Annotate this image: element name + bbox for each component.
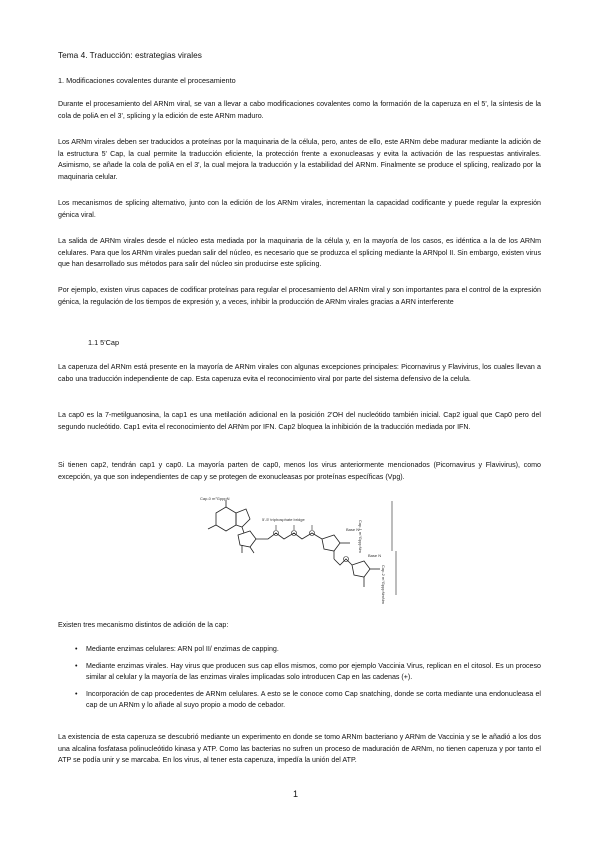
base-label: Base N [368, 553, 382, 558]
cap2-label: Cap-2 m⁷GpppNmNm [381, 565, 386, 605]
cap-structure-diagram [196, 495, 400, 605]
paragraph: La cap0 es la 7-metilguanosina, la cap1 es una metilación adicional en la posición 2'OH del nucleótido también inicial. Cap2 igual que Cap0 pero del segundo nucleótido. Cap1 evita el reconocimiento del ARNm por IFN. Cap2 bloquea la inhibición de la traducción mediada por IFN. [58, 411, 541, 431]
bullet-icon: • [75, 661, 78, 670]
bridge-label: 5'-5' triphosphate bridge [262, 517, 305, 522]
list-item [58, 661, 541, 684]
paragraph: La salida de ARNm virales desde el núcleo esta mediada por la maquinaria de la célula y, en la mayoría de los casos, es idéntica a la de los ARNm celulares. Para que los ARNm virales puedan salir del núcleo, es necesario que se produzca el splicing mediante la ARNpol II. Sin embargo, existen virus que han desarrollado sus métodos para salir del núcleo sin producirse este splicing. [58, 237, 541, 268]
page-number: 1 [293, 789, 299, 799]
paragraph: La caperuza del ARNm está presente en la mayoría de ARNm virales con algunas excepciones principales: Picornavirus y Flavivirus, los cuales llevan a cabo una traducción independiente de cap. Esta caperuza evita el reconocimiento viral por parte del sistema defensivo de la celula. [58, 363, 541, 383]
list-item-text: Mediante enzimas virales. Hay virus que producen sus cap ellos mismos, como por ejemplo Vaccinia Virus, replican en el citosol. Es un proceso similar al celular y la mayoría de las enzimas virales implicadas solo introducen Cap en las cadenas (+). [86, 661, 541, 681]
section-heading: 1. Modificaciones covalentes durante el procesamiento [58, 76, 236, 85]
bullet-icon: • [75, 645, 78, 653]
cap1-label: Cap-1 m⁷GpppNm [358, 520, 363, 553]
list-item-text: Mediante enzimas celulares: ARN pol II/ enzimas de capping. [86, 645, 279, 653]
paragraph: Existen tres mecanismo distintos de adición de la cap: [58, 621, 229, 629]
paragraph: Los ARNm virales deben ser traducidos a proteínas por la maquinaria de la célula, pero, antes de ello, este ARNm debe madurar mediante la adición de la estructura 5' Cap, la cual permite la traducción eficiente, la protección frente a exonucleasas y evita la activación de las respuestas antivirales. Asimismo, se añade la cola de poliA en el 3', la cual mejora la traducción y la estabilidad del ARNm. Finalmente se produce el splicing, realizado por la maquinaria celular. [58, 138, 541, 181]
paragraph: Los mecanismos de splicing alternativo, junto con la edición de los ARNm virales, incrementan la capacidad codificante y puede regular la expresión génica viral. [58, 199, 541, 219]
cap0-label: Cap-0 m⁷GpppN [200, 496, 230, 501]
paragraph: La existencia de esta caperuza se descubrió mediante un experimento en donde se tomo ARNm bacteriano y ARNm de Vaccinia y se le añadió a los dos una alcalina fosfatasa polinucleótido kinasa y ATP. Como las bacterias no sufren un proceso de maduración de ARNm, no tienen caperuza y por tanto el ATP se podía unir y se marcaba. En los virus, al tener esta caperuza, impedía la unión del ATP. [58, 733, 541, 764]
subsection-heading: 1.1 5'Cap [88, 338, 120, 347]
list-item [58, 689, 541, 712]
base-label: Base N [346, 527, 360, 532]
paragraph: Si tienen cap2, tendrán cap1 y cap0. La mayoría parten de cap0, menos los virus anteriormente mencionados (Picornavirus y Flavivirus), como excepción, ya que son independientes de cap y se protegen de exonucleasas por proteínas específicas (Vpg). [58, 461, 541, 481]
list-item-text: Incorporación de cap procedentes de ARNm celulares. A esto se le conoce como Cap snatching, donde se corta mediante una endonucleasa el cap de un ARNm y lo añade al suyo propio a modo de cebador. [86, 689, 541, 709]
paragraph: Durante el procesamiento del ARNm viral, se van a llevar a cabo modificaciones covalentes como la formación de la caperuza en el 5', la síntesis de la cola de poliA en el 3', splicing y la edición de este ARNm maduro. [58, 100, 541, 120]
mechanism-list [58, 644, 541, 717]
cap-structure-figure [196, 495, 400, 605]
bullet-icon: • [75, 689, 78, 698]
paragraph: Por ejemplo, existen virus capaces de codificar proteínas para regular el procesamiento del ARNm viral y son importantes para el control de la expresión génica, la regulación de los tiempos de expresión y, a veces, inhibir la producción de ARNm virales gracias a ARN interferente [58, 286, 541, 306]
list-item [58, 644, 541, 656]
document-title: Tema 4. Traducción: estrategias virales [58, 50, 202, 60]
